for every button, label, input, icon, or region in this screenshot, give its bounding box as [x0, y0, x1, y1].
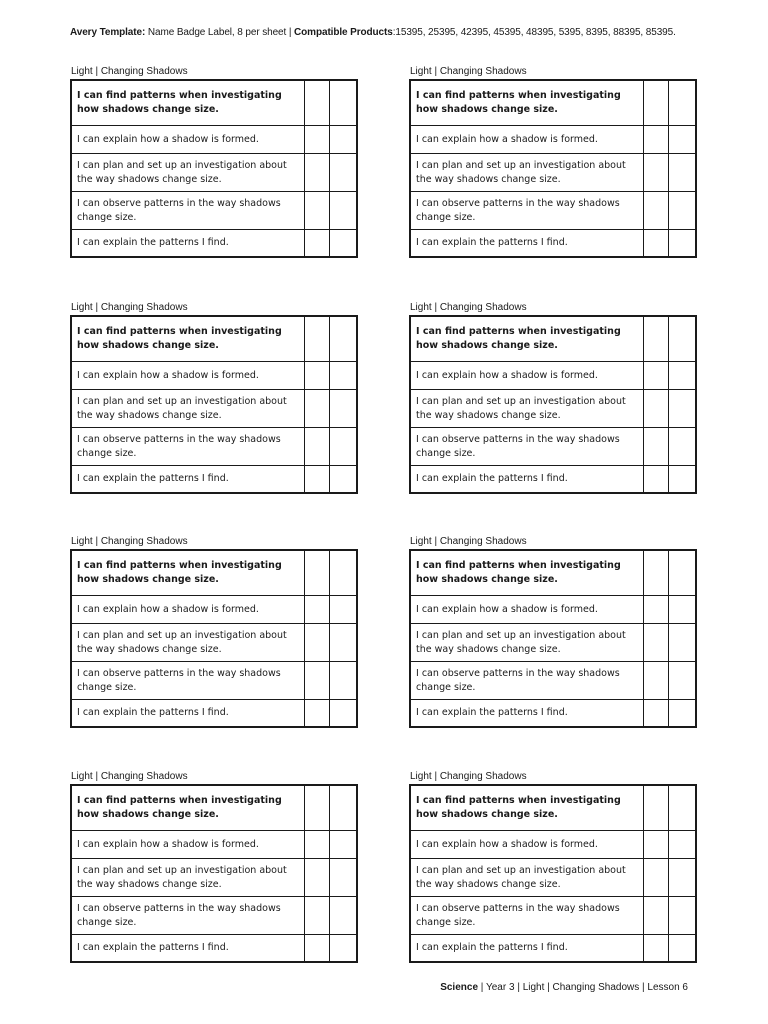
success-criterion: I can explain the patterns I find. [72, 935, 305, 961]
teacher-assessment-box [669, 897, 695, 934]
checklist-heading-row [72, 317, 356, 361]
teacher-assessment-box [669, 466, 695, 492]
checklist-row [72, 623, 356, 661]
teacher-assessment-box [669, 935, 695, 961]
checklist-row [72, 125, 356, 153]
checklist-row [411, 623, 695, 661]
self-assessment-box [644, 596, 669, 623]
success-criterion: I can observe patterns in the way shadows change size. [411, 662, 644, 699]
self-assessment-box [644, 897, 669, 934]
teacher-assessment-box [330, 831, 356, 858]
teacher-assessment-box [330, 390, 356, 427]
checklist-row [72, 361, 356, 389]
success-criterion: I can explain how a shadow is formed. [72, 831, 305, 858]
learning-objective: I can find patterns when investigating how shadows change size. [72, 551, 305, 595]
success-criterion: I can observe patterns in the way shadows change size. [72, 662, 305, 699]
self-assessment-box [305, 935, 330, 961]
teacher-assessment-box [669, 831, 695, 858]
page-header [70, 27, 750, 38]
teacher-assessment-box [330, 428, 356, 465]
template-label: Avery Template: [70, 27, 146, 38]
checklist-row [72, 465, 356, 492]
teacher-assessment-box [669, 126, 695, 153]
self-assessment-box [644, 859, 669, 896]
self-assessment-box [305, 230, 330, 256]
self-assessment-box [644, 935, 669, 961]
checklist-row [72, 191, 356, 229]
checklist-row [411, 153, 695, 191]
success-criterion: I can explain the patterns I find. [411, 700, 644, 726]
success-criterion: I can explain how a shadow is formed. [72, 596, 305, 623]
learning-objective: I can find patterns when investigating how shadows change size. [72, 317, 305, 361]
success-criterion: I can explain how a shadow is formed. [411, 362, 644, 389]
learning-objective: I can find patterns when investigating how shadows change size. [411, 317, 644, 361]
checklist-table [409, 315, 697, 494]
self-assessment-box [305, 466, 330, 492]
label-title: Light | Changing Shadows [410, 66, 527, 77]
teacher-assessment-box [330, 81, 356, 125]
teacher-assessment-box [669, 154, 695, 191]
template-value: Name Badge Label, 8 per sheet | [145, 27, 295, 38]
self-assessment-box [305, 192, 330, 229]
success-criterion: I can plan and set up an investigation about the way shadows change size. [72, 390, 305, 427]
label-title: Light | Changing Shadows [410, 302, 527, 313]
teacher-assessment-box [669, 390, 695, 427]
success-criterion: I can observe patterns in the way shadows change size. [411, 428, 644, 465]
self-assessment-box [644, 192, 669, 229]
footer-subject: Science [440, 982, 479, 993]
label-title: Light | Changing Shadows [71, 302, 188, 313]
success-criterion: I can explain the patterns I find. [411, 466, 644, 492]
success-criterion: I can explain how a shadow is formed. [72, 362, 305, 389]
teacher-assessment-box [669, 551, 695, 595]
success-criterion: I can explain how a shadow is formed. [72, 126, 305, 153]
checklist-row [411, 427, 695, 465]
checklist-heading-row [411, 551, 695, 595]
self-assessment-box [644, 831, 669, 858]
self-assessment-box [305, 126, 330, 153]
checklist-row [411, 934, 695, 961]
self-assessment-box [644, 362, 669, 389]
checklist-row [411, 699, 695, 726]
teacher-assessment-box [330, 362, 356, 389]
checklist-row [411, 858, 695, 896]
checklist-table [70, 784, 358, 963]
teacher-assessment-box [330, 700, 356, 726]
self-assessment-box [644, 126, 669, 153]
self-assessment-box [305, 897, 330, 934]
checklist-row [411, 661, 695, 699]
success-criterion: I can explain the patterns I find. [72, 230, 305, 256]
products-label: Compatible Products [294, 27, 393, 38]
checklist-row [411, 361, 695, 389]
self-assessment-box [644, 81, 669, 125]
teacher-assessment-box [330, 786, 356, 830]
checklist-row [411, 830, 695, 858]
success-criterion: I can explain how a shadow is formed. [411, 831, 644, 858]
checklist-heading-row [411, 786, 695, 830]
teacher-assessment-box [330, 192, 356, 229]
teacher-assessment-box [330, 624, 356, 661]
self-assessment-box [305, 596, 330, 623]
self-assessment-box [644, 428, 669, 465]
learning-objective: I can find patterns when investigating how shadows change size. [411, 551, 644, 595]
products-value: :15395, 25395, 42395, 45395, 48395, 5395, 8395, 88395, 85395. [392, 27, 676, 38]
success-criterion: I can plan and set up an investigation about the way shadows change size. [411, 390, 644, 427]
checklist-table [409, 784, 697, 963]
self-assessment-box [644, 466, 669, 492]
teacher-assessment-box [669, 662, 695, 699]
learning-objective: I can find patterns when investigating how shadows change size. [72, 786, 305, 830]
success-criterion: I can explain how a shadow is formed. [411, 596, 644, 623]
teacher-assessment-box [330, 154, 356, 191]
success-criterion: I can observe patterns in the way shadows change size. [72, 897, 305, 934]
checklist-row [72, 389, 356, 427]
self-assessment-box [305, 154, 330, 191]
checklist-heading-row [72, 81, 356, 125]
checklist-row [72, 661, 356, 699]
self-assessment-box [305, 390, 330, 427]
success-criterion: I can observe patterns in the way shadows change size. [72, 192, 305, 229]
checklist-row [72, 153, 356, 191]
checklist-row [72, 229, 356, 256]
checklist-table [409, 549, 697, 728]
learning-objective: I can find patterns when investigating how shadows change size. [72, 81, 305, 125]
teacher-assessment-box [330, 859, 356, 896]
teacher-assessment-box [669, 192, 695, 229]
self-assessment-box [305, 551, 330, 595]
self-assessment-box [305, 624, 330, 661]
teacher-assessment-box [669, 230, 695, 256]
success-criterion: I can observe patterns in the way shadows change size. [411, 192, 644, 229]
self-assessment-box [305, 859, 330, 896]
teacher-assessment-box [330, 662, 356, 699]
learning-objective: I can find patterns when investigating how shadows change size. [411, 81, 644, 125]
checklist-heading-row [72, 551, 356, 595]
success-criterion: I can explain the patterns I find. [411, 935, 644, 961]
teacher-assessment-box [669, 362, 695, 389]
checklist-row [72, 595, 356, 623]
checklist-table [70, 315, 358, 494]
checklist-row [72, 427, 356, 465]
checklist-row [411, 595, 695, 623]
self-assessment-box [305, 786, 330, 830]
teacher-assessment-box [669, 428, 695, 465]
label-title: Light | Changing Shadows [71, 66, 188, 77]
teacher-assessment-box [330, 897, 356, 934]
self-assessment-box [305, 700, 330, 726]
self-assessment-box [644, 551, 669, 595]
checklist-row [411, 896, 695, 934]
checklist-row [72, 858, 356, 896]
success-criterion: I can plan and set up an investigation about the way shadows change size. [411, 859, 644, 896]
success-criterion: I can observe patterns in the way shadows change size. [411, 897, 644, 934]
checklist-row [411, 229, 695, 256]
label-title: Light | Changing Shadows [71, 771, 188, 782]
teacher-assessment-box [330, 551, 356, 595]
teacher-assessment-box [330, 126, 356, 153]
footer-details: | Year 3 | Light | Changing Shadows | Lesson 6 [478, 982, 688, 993]
checklist-heading-row [72, 786, 356, 830]
teacher-assessment-box [330, 935, 356, 961]
self-assessment-box [644, 390, 669, 427]
checklist-table [409, 79, 697, 258]
teacher-assessment-box [669, 81, 695, 125]
success-criterion: I can explain the patterns I find. [72, 466, 305, 492]
teacher-assessment-box [330, 317, 356, 361]
success-criterion: I can plan and set up an investigation about the way shadows change size. [72, 859, 305, 896]
page-footer [440, 982, 688, 993]
success-criterion: I can plan and set up an investigation about the way shadows change size. [411, 624, 644, 661]
teacher-assessment-box [669, 596, 695, 623]
success-criterion: I can explain the patterns I find. [72, 700, 305, 726]
self-assessment-box [644, 154, 669, 191]
success-criterion: I can plan and set up an investigation about the way shadows change size. [411, 154, 644, 191]
teacher-assessment-box [669, 859, 695, 896]
success-criterion: I can plan and set up an investigation about the way shadows change size. [72, 624, 305, 661]
checklist-table [70, 549, 358, 728]
teacher-assessment-box [669, 624, 695, 661]
success-criterion: I can plan and set up an investigation about the way shadows change size. [72, 154, 305, 191]
self-assessment-box [644, 662, 669, 699]
teacher-assessment-box [669, 317, 695, 361]
self-assessment-box [644, 317, 669, 361]
label-title: Light | Changing Shadows [410, 771, 527, 782]
self-assessment-box [644, 700, 669, 726]
self-assessment-box [305, 81, 330, 125]
teacher-assessment-box [330, 596, 356, 623]
learning-objective: I can find patterns when investigating how shadows change size. [411, 786, 644, 830]
self-assessment-box [644, 624, 669, 661]
self-assessment-box [305, 831, 330, 858]
checklist-row [411, 191, 695, 229]
success-criterion: I can observe patterns in the way shadows change size. [72, 428, 305, 465]
teacher-assessment-box [669, 700, 695, 726]
checklist-table [70, 79, 358, 258]
checklist-row [411, 125, 695, 153]
success-criterion: I can explain the patterns I find. [411, 230, 644, 256]
success-criterion: I can explain how a shadow is formed. [411, 126, 644, 153]
teacher-assessment-box [330, 466, 356, 492]
label-title: Light | Changing Shadows [71, 536, 188, 547]
self-assessment-box [644, 230, 669, 256]
teacher-assessment-box [330, 230, 356, 256]
checklist-row [72, 699, 356, 726]
checklist-row [411, 465, 695, 492]
self-assessment-box [305, 317, 330, 361]
checklist-row [72, 896, 356, 934]
checklist-row [72, 934, 356, 961]
label-title: Light | Changing Shadows [410, 536, 527, 547]
self-assessment-box [644, 786, 669, 830]
checklist-heading-row [411, 81, 695, 125]
self-assessment-box [305, 428, 330, 465]
checklist-heading-row [411, 317, 695, 361]
teacher-assessment-box [669, 786, 695, 830]
checklist-row [411, 389, 695, 427]
self-assessment-box [305, 362, 330, 389]
self-assessment-box [305, 662, 330, 699]
checklist-row [72, 830, 356, 858]
